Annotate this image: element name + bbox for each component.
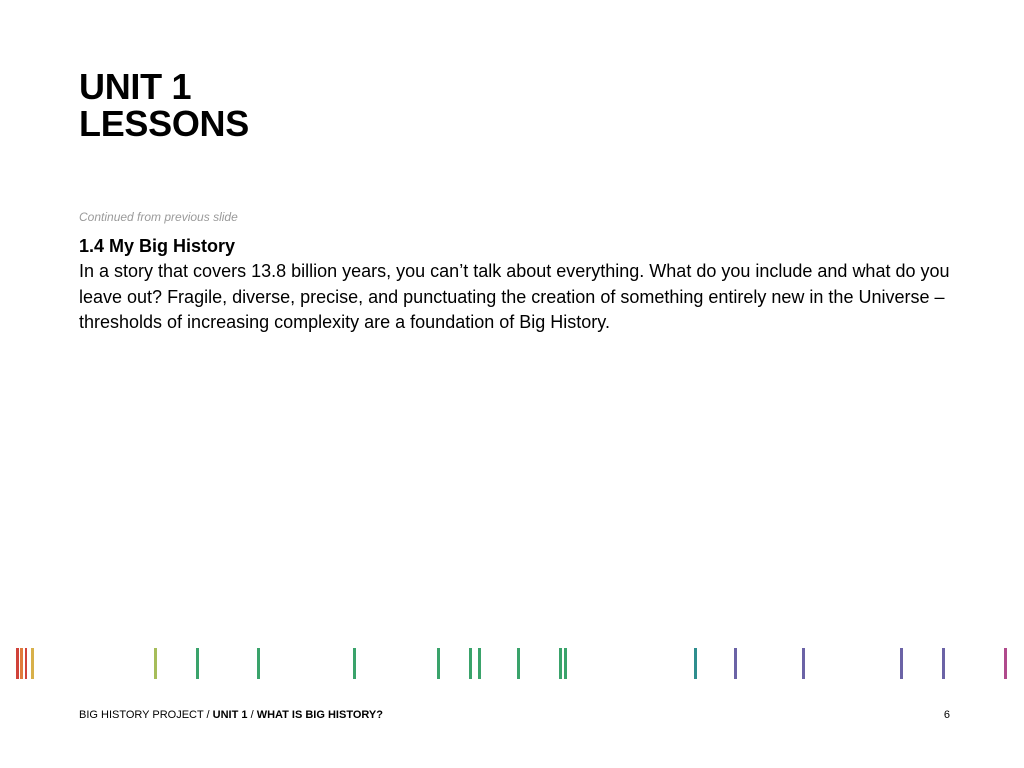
- timeline-tick: [564, 648, 567, 679]
- lesson-block: [79, 234, 959, 336]
- timeline-tick: [25, 648, 27, 679]
- footer-breadcrumb: [79, 709, 383, 721]
- timeline-tick: [734, 648, 737, 679]
- footer-unit-title: WHAT IS BIG HISTORY?: [256, 709, 383, 721]
- continued-note: Continued from previous slide: [79, 210, 238, 224]
- footer-unit: UNIT 1: [212, 709, 248, 721]
- page-number: 6: [943, 709, 950, 721]
- timeline-tick: [16, 648, 19, 679]
- timeline-tick: [1004, 648, 1007, 679]
- title-line-lessons: LESSONS: [79, 103, 249, 144]
- timeline-tick: [900, 648, 903, 679]
- timeline-tick: [517, 648, 520, 679]
- timeline-tick: [353, 648, 356, 679]
- title-line-unit: UNIT 1: [79, 66, 192, 107]
- timeline-tick: [478, 648, 481, 679]
- threshold-timeline: [0, 648, 1024, 680]
- footer-separator: /: [203, 709, 213, 721]
- timeline-tick: [559, 648, 562, 679]
- timeline-tick: [31, 648, 34, 679]
- timeline-tick: [802, 648, 805, 679]
- timeline-tick: [469, 648, 472, 679]
- page-title: [79, 68, 249, 142]
- lesson-description: In a story that covers 13.8 billion years, you can’t talk about everything. What do you include and what do you leave out? Fragile, diverse, precise, and punctuating the creation of something entirely new in the Universe – thresholds of increasing complexity are a foundation of Big History.: [79, 261, 950, 332]
- timeline-tick: [257, 648, 260, 679]
- timeline-tick: [694, 648, 697, 679]
- timeline-tick: [437, 648, 440, 679]
- lesson-heading: 1.4 My Big History: [79, 236, 236, 256]
- timeline-tick: [20, 648, 23, 679]
- footer-project: BIG HISTORY PROJECT: [79, 709, 204, 721]
- timeline-tick: [942, 648, 945, 679]
- footer-separator: /: [247, 709, 257, 721]
- timeline-tick: [196, 648, 199, 679]
- timeline-tick: [154, 648, 157, 679]
